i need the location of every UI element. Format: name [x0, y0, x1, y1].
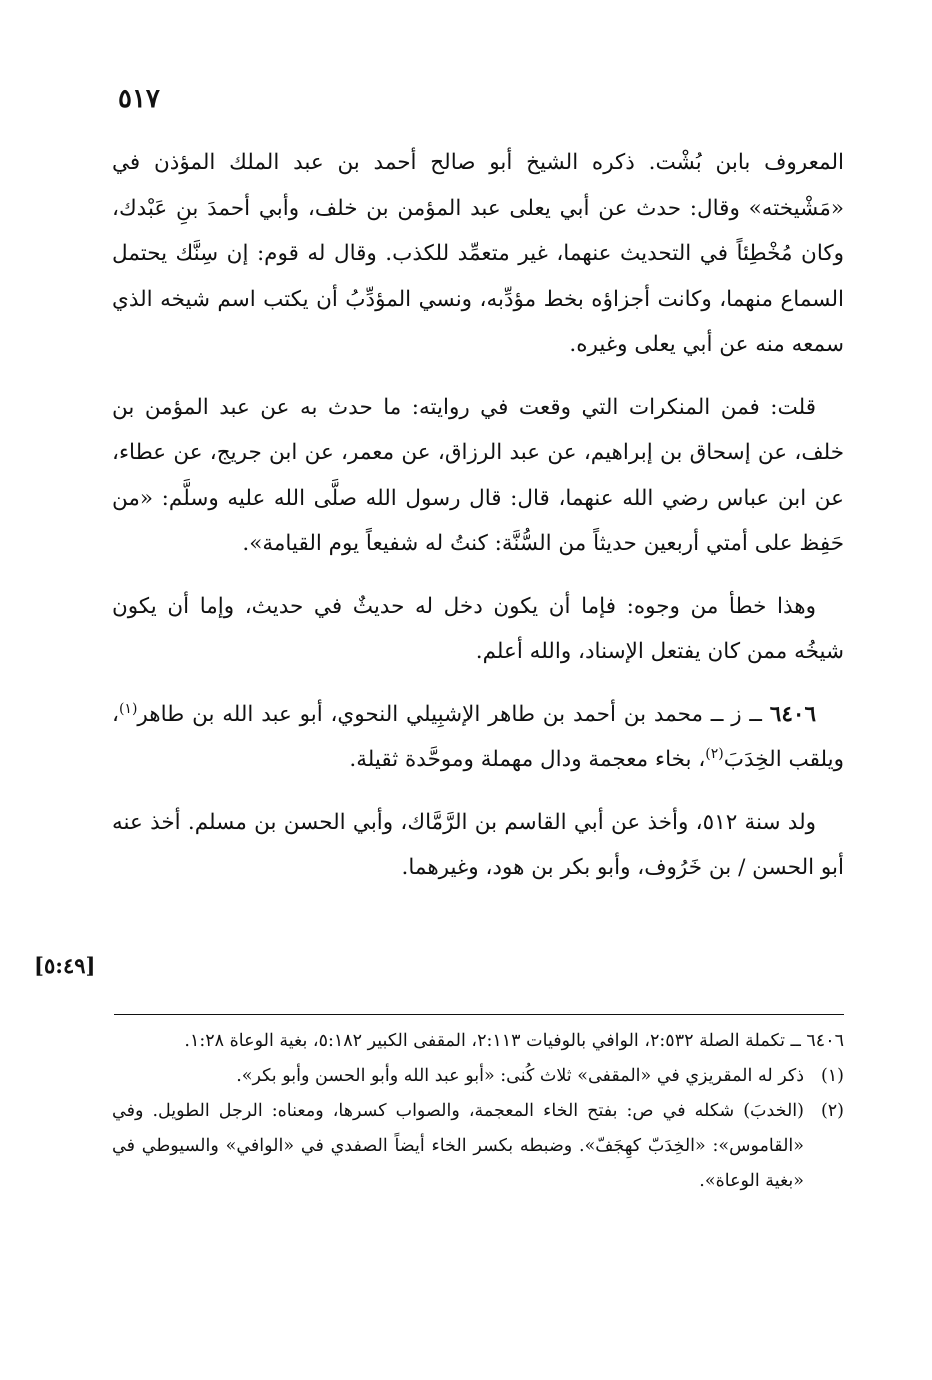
footnote-ref-2[interactable]: (٢) — [705, 745, 724, 762]
entry-spelling-text: ، بخاء معجمة ودال مهملة وموحَّدة ثقيلة. — [349, 747, 706, 772]
paragraph-3: وهذا خطأ من وجوه: فإما أن يكون دخل له حديثٌ في حديث، وإما أن يكون شيخُه ممن كان يفتعل الإسناد، والله أعلم. — [112, 593, 844, 664]
paragraph-5: ولد سنة ٥١٢، وأخذ عن أبي القاسم بن الرَّمَّاك، وأبي الحسن بن مسلم. أخذ عنه أبو الحسن / بن خَرُوف، وأبو بكر بن هود، وغيرهما. — [112, 809, 844, 880]
footnote-2 — [112, 1094, 844, 1199]
page-number: ٥١٧ — [118, 84, 160, 114]
footnotes — [112, 1024, 844, 1199]
entry-nickname-text: ، ويلقب الخِدَبَ — [112, 701, 844, 772]
footnote-1-marker: (١) — [820, 1066, 844, 1086]
entry-number: ٦٤٠٦ — [769, 701, 816, 727]
paragraph-2: قلت: فمن المنكرات التي وقعت في روايته: ما حدث به عن عبد المؤمن بن خلف، عن إسحاق بن إبراهيم، عن عبد الرزاق، عن معمر، عن ابن جريج، عن عطاء، عن ابن عباس رضي الله عنهما، قال: قال رسول الله صلَّى الله عليه وسلَّم: «من حَفِظ على أمتي أربعين حديثاً من السُّنَّة: كنتُ له شفيعاً يوم القيامة». — [112, 394, 844, 556]
footnote-sources: ٦٤٠٦ ــ تكملة الصلة ٢:٥٣٢، الوافي بالوفيات ٢:١١٣، المقفى الكبير ٥:١٨٢، بغية الوعاة ١:٢٨. — [184, 1031, 844, 1051]
footnote-1-text: ذكر له المقريزي في «المقفى» ثلاث كُنى: «أبو عبد الله وأبو الحسن وأبو بكر». — [236, 1066, 804, 1086]
margin-reference: [٥:٤٩] — [34, 953, 96, 978]
footnote-2-text: (الخدبَ) شكله في ص: بفتح الخاء المعجمة، والصواب كسرها، ومعناه: الرجل الطويل. وفي «القاموس»: «الخِدَبّ كهِجَفّ». وضبطه بكسر الخاء أيضاً الصفدي في «الوافي» والسيوطي في «بغية الوعاة». — [112, 1101, 804, 1191]
main-text — [112, 140, 844, 891]
footnote-divider — [114, 1014, 844, 1015]
entry-6406 — [112, 692, 844, 783]
footnote-2-marker: (٢) — [820, 1101, 844, 1121]
footnote-ref-1[interactable]: (١) — [118, 700, 138, 717]
paragraph-1: المعروف بابن بُشْت. ذكره الشيخ أبو صالح أحمد بن عبد الملك المؤذن في «مَشْيخته» وقال: حدث عن أبي يعلى عبد المؤمن بن خلف، وأبي أحمدَ بنِ عَبْدك، وكان مُخْطِئاً في التحديث عنهما، غير متعمِّد للكذب. وقال له قوم: إن سِنَّك يحتمل السماع منهما، وكانت أجزاؤه بخط مؤدِّبه، ونسي المؤدِّبُ أن يكتب اسم شيخه الذي سمعه منه عن أبي يعلى وغيره. — [112, 150, 844, 357]
entry-heading-text: ــ ز ــ محمد بن أحمد بن طاهر الإشبِيلي النحوي، أبو عبد الله بن طاهر — [137, 701, 762, 727]
footnote-1 — [112, 1059, 844, 1094]
